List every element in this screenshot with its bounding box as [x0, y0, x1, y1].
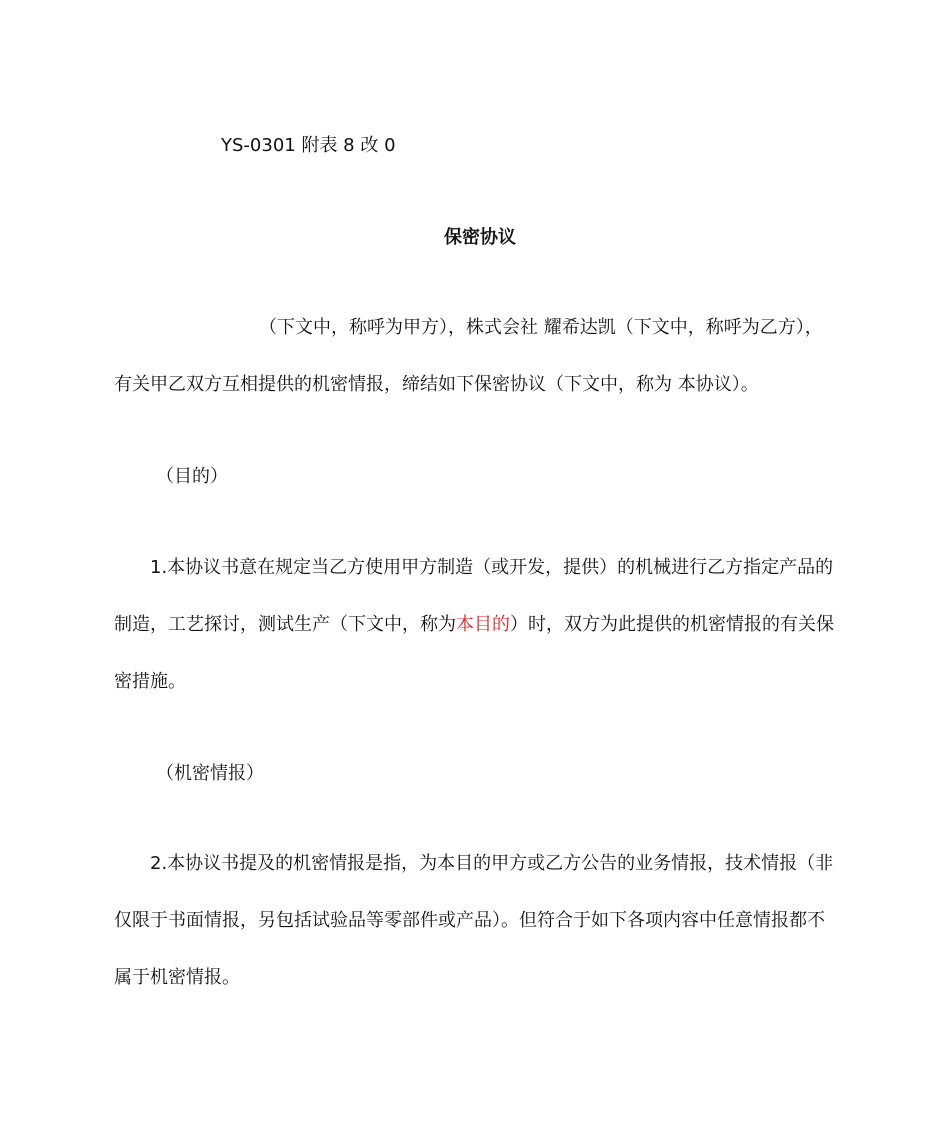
clause-2-line-3: 属于机密情报。 [114, 967, 240, 988]
clause-2-line-2: 仅限于书面情报，另包括试验品等零部件或产品）。但符合于如下各项内容中任意情报都不 [114, 910, 825, 931]
intro-line-2: 有关甲乙双方互相提供的机密情报，缔结如下保密协议（下文中，称为 本协议）。 [114, 374, 759, 395]
clause-1-line-2 [114, 613, 834, 637]
document-title: 保密协议 [444, 227, 516, 248]
clause-1-line-1: 1.本协议书意在规定当乙方使用甲方制造（或开发，提供）的机械进行乙方指定产品的 [150, 557, 834, 578]
intro-line-1: （下文中，称呼为甲方），株式会社 耀希达凯（下文中，称呼为乙方）， [259, 317, 823, 338]
section-heading-confidential-info: （机密情报） [156, 763, 264, 784]
section-heading-purpose: （目的） [156, 466, 228, 487]
clause-1-line-3: 密措施。 [114, 671, 186, 692]
highlighted-term: 本目的 [456, 614, 510, 635]
document-code: YS-0301 附表 8 改 0 [221, 135, 396, 156]
clause-2-line-1: 2.本协议书提及的机密情报是指，为本目的甲方或乙方公告的业务情报，技术情报（非 [150, 853, 834, 874]
clause-1-line-2-text-a: 制造，工艺探讨，测试生产（下文中，称为 [114, 614, 456, 635]
clause-1-line-2-text-b: ）时，双方为此提供的机密情报的有关保 [510, 614, 834, 635]
